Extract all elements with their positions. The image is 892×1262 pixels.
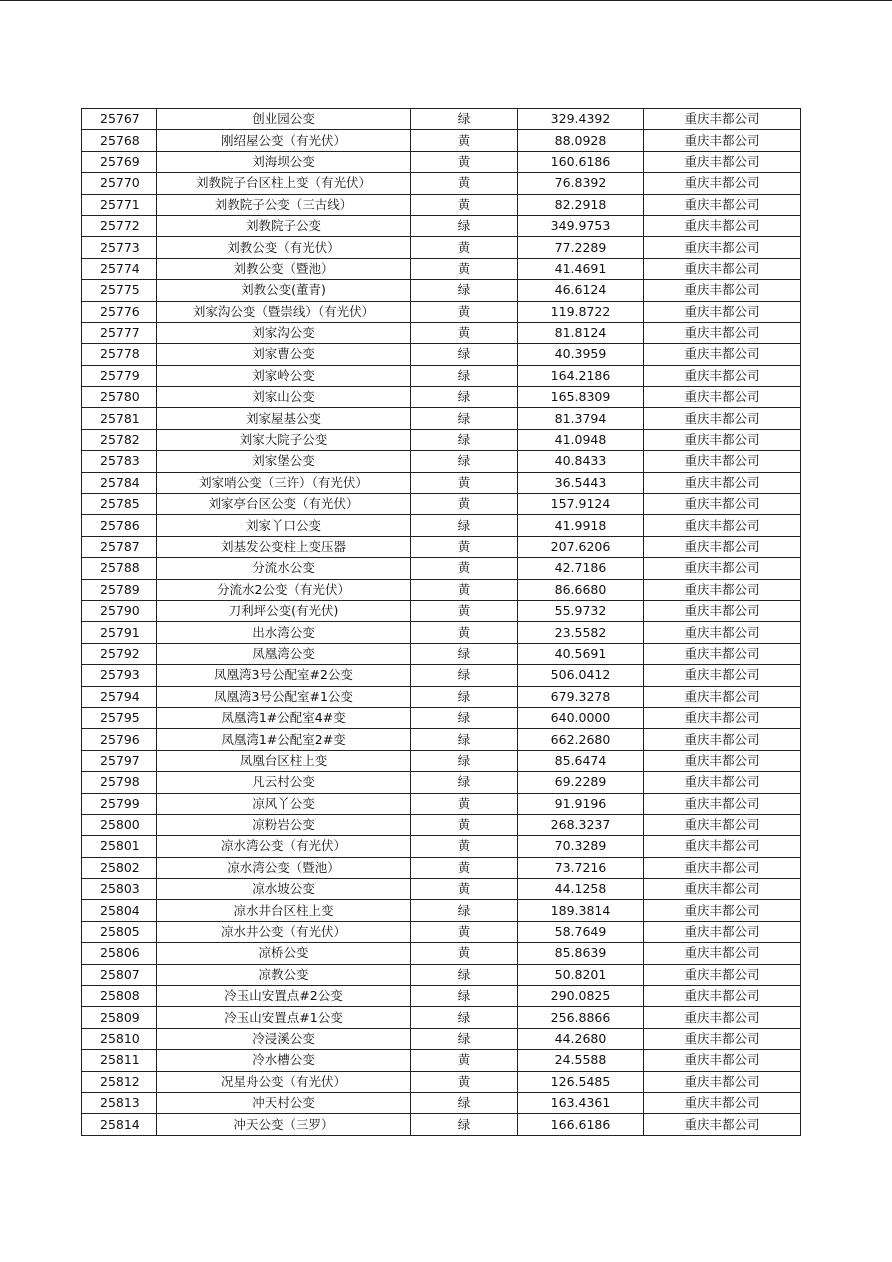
company-cell: 重庆丰都公司: [644, 494, 801, 515]
company-cell: 重庆丰都公司: [644, 322, 801, 343]
table-row: [82, 707, 801, 728]
value-cell: 268.3237: [518, 814, 644, 835]
row-id-cell: 25785: [82, 494, 157, 515]
value-cell: 126.5485: [518, 1071, 644, 1092]
status-color-cell: 绿: [411, 665, 518, 686]
station-name-cell: 刘家沟公变: [157, 322, 411, 343]
table-row: [82, 322, 801, 343]
station-name-cell: 刚绍屋公变（有光伏）: [157, 130, 411, 151]
table-row: [82, 536, 801, 557]
status-color-cell: 黄: [411, 472, 518, 493]
value-cell: 23.5582: [518, 622, 644, 643]
row-id-cell: 25768: [82, 130, 157, 151]
row-id-cell: 25795: [82, 707, 157, 728]
status-color-cell: 绿: [411, 750, 518, 771]
table-row: [82, 793, 801, 814]
status-color-cell: 黄: [411, 151, 518, 172]
value-cell: 40.3959: [518, 344, 644, 365]
table-row: [82, 1092, 801, 1113]
status-color-cell: 黄: [411, 1071, 518, 1092]
table-row: [82, 814, 801, 835]
row-id-cell: 25796: [82, 729, 157, 750]
table-row: [82, 622, 801, 643]
company-cell: 重庆丰都公司: [644, 622, 801, 643]
row-id-cell: 25776: [82, 301, 157, 322]
status-color-cell: 绿: [411, 344, 518, 365]
table-row: [82, 579, 801, 600]
row-id-cell: 25772: [82, 215, 157, 236]
status-color-cell: 黄: [411, 237, 518, 258]
row-id-cell: 25813: [82, 1092, 157, 1113]
row-id-cell: 25771: [82, 194, 157, 215]
company-cell: 重庆丰都公司: [644, 173, 801, 194]
company-cell: 重庆丰都公司: [644, 793, 801, 814]
row-id-cell: 25807: [82, 964, 157, 985]
row-id-cell: 25794: [82, 686, 157, 707]
row-id-cell: 25800: [82, 814, 157, 835]
status-color-cell: 绿: [411, 451, 518, 472]
table-row: [82, 109, 801, 130]
row-id-cell: 25804: [82, 900, 157, 921]
value-cell: 157.9124: [518, 494, 644, 515]
table-row: [82, 836, 801, 857]
row-id-cell: 25784: [82, 472, 157, 493]
status-color-cell: 绿: [411, 1007, 518, 1028]
row-id-cell: 25793: [82, 665, 157, 686]
table-row: [82, 1007, 801, 1028]
row-id-cell: 25767: [82, 109, 157, 130]
station-name-cell: 刘家大院子公变: [157, 429, 411, 450]
station-name-cell: 刘教院子公变（三古线）: [157, 194, 411, 215]
table-row: [82, 515, 801, 536]
value-cell: 70.3289: [518, 836, 644, 857]
company-cell: 重庆丰都公司: [644, 814, 801, 835]
table-row: [82, 215, 801, 236]
company-cell: 重庆丰都公司: [644, 879, 801, 900]
company-cell: 重庆丰都公司: [644, 1092, 801, 1113]
company-cell: 重庆丰都公司: [644, 836, 801, 857]
station-name-cell: 冷水槽公变: [157, 1050, 411, 1071]
station-name-cell: 刘基发公变柱上变压器: [157, 536, 411, 557]
value-cell: 69.2289: [518, 772, 644, 793]
row-id-cell: 25783: [82, 451, 157, 472]
station-name-cell: 凤凰湾1#公配室4#变: [157, 707, 411, 728]
station-name-cell: 刘家堡公变: [157, 451, 411, 472]
value-cell: 679.3278: [518, 686, 644, 707]
value-cell: 77.2289: [518, 237, 644, 258]
value-cell: 506.0412: [518, 665, 644, 686]
value-cell: 42.7186: [518, 558, 644, 579]
station-name-cell: 刘家岭公变: [157, 365, 411, 386]
company-cell: 重庆丰都公司: [644, 429, 801, 450]
value-cell: 165.8309: [518, 387, 644, 408]
value-cell: 44.1258: [518, 879, 644, 900]
company-cell: 重庆丰都公司: [644, 472, 801, 493]
row-id-cell: 25812: [82, 1071, 157, 1092]
row-id-cell: 25779: [82, 365, 157, 386]
company-cell: 重庆丰都公司: [644, 215, 801, 236]
row-id-cell: 25789: [82, 579, 157, 600]
company-cell: 重庆丰都公司: [644, 301, 801, 322]
data-table: [81, 108, 801, 1136]
row-id-cell: 25814: [82, 1114, 157, 1135]
status-color-cell: 黄: [411, 1050, 518, 1071]
value-cell: 329.4392: [518, 109, 644, 130]
company-cell: 重庆丰都公司: [644, 579, 801, 600]
table-row: [82, 643, 801, 664]
station-name-cell: 凉水湾公变（有光伏）: [157, 836, 411, 857]
station-name-cell: 分流水2公变（有光伏）: [157, 579, 411, 600]
table-row: [82, 408, 801, 429]
value-cell: 256.8866: [518, 1007, 644, 1028]
status-color-cell: 黄: [411, 879, 518, 900]
value-cell: 207.6206: [518, 536, 644, 557]
value-cell: 40.8433: [518, 451, 644, 472]
page-top-rule: [0, 0, 892, 1]
status-color-cell: 绿: [411, 643, 518, 664]
value-cell: 189.3814: [518, 900, 644, 921]
company-cell: 重庆丰都公司: [644, 344, 801, 365]
status-color-cell: 黄: [411, 173, 518, 194]
row-id-cell: 25798: [82, 772, 157, 793]
value-cell: 662.2680: [518, 729, 644, 750]
table-row: [82, 750, 801, 771]
table-row: [82, 1114, 801, 1135]
value-cell: 163.4361: [518, 1092, 644, 1113]
status-color-cell: 绿: [411, 986, 518, 1007]
status-color-cell: 绿: [411, 408, 518, 429]
table-row: [82, 600, 801, 621]
table-row: [82, 173, 801, 194]
status-color-cell: 绿: [411, 900, 518, 921]
company-cell: 重庆丰都公司: [644, 130, 801, 151]
table-row: [82, 258, 801, 279]
company-cell: 重庆丰都公司: [644, 109, 801, 130]
company-cell: 重庆丰都公司: [644, 258, 801, 279]
company-cell: 重庆丰都公司: [644, 365, 801, 386]
station-name-cell: 冲天公变（三罗）: [157, 1114, 411, 1135]
status-color-cell: 绿: [411, 109, 518, 130]
value-cell: 36.5443: [518, 472, 644, 493]
company-cell: 重庆丰都公司: [644, 707, 801, 728]
value-cell: 50.8201: [518, 964, 644, 985]
value-cell: 81.3794: [518, 408, 644, 429]
company-cell: 重庆丰都公司: [644, 686, 801, 707]
value-cell: 55.9732: [518, 600, 644, 621]
row-id-cell: 25777: [82, 322, 157, 343]
value-cell: 81.8124: [518, 322, 644, 343]
row-id-cell: 25811: [82, 1050, 157, 1071]
status-color-cell: 绿: [411, 1028, 518, 1049]
table-body: [82, 109, 801, 1136]
status-color-cell: 黄: [411, 494, 518, 515]
row-id-cell: 25805: [82, 921, 157, 942]
station-name-cell: 凉桥公变: [157, 943, 411, 964]
company-cell: 重庆丰都公司: [644, 280, 801, 301]
status-color-cell: 黄: [411, 622, 518, 643]
company-cell: 重庆丰都公司: [644, 900, 801, 921]
company-cell: 重庆丰都公司: [644, 194, 801, 215]
status-color-cell: 黄: [411, 600, 518, 621]
status-color-cell: 黄: [411, 194, 518, 215]
value-cell: 44.2680: [518, 1028, 644, 1049]
table-row: [82, 280, 801, 301]
value-cell: 164.2186: [518, 365, 644, 386]
status-color-cell: 黄: [411, 558, 518, 579]
station-name-cell: 刘家沟公变（暨崇线）（有光伏）: [157, 301, 411, 322]
value-cell: 85.6474: [518, 750, 644, 771]
row-id-cell: 25791: [82, 622, 157, 643]
station-name-cell: 凤凰湾1#公配室2#变: [157, 729, 411, 750]
value-cell: 86.6680: [518, 579, 644, 600]
company-cell: 重庆丰都公司: [644, 408, 801, 429]
company-cell: 重庆丰都公司: [644, 750, 801, 771]
value-cell: 41.9918: [518, 515, 644, 536]
station-name-cell: 刘家曹公变: [157, 344, 411, 365]
table-row: [82, 1071, 801, 1092]
status-color-cell: 黄: [411, 130, 518, 151]
row-id-cell: 25786: [82, 515, 157, 536]
station-name-cell: 出水湾公变: [157, 622, 411, 643]
value-cell: 82.2918: [518, 194, 644, 215]
table-row: [82, 1028, 801, 1049]
company-cell: 重庆丰都公司: [644, 237, 801, 258]
company-cell: 重庆丰都公司: [644, 729, 801, 750]
table-row: [82, 686, 801, 707]
table-row: [82, 943, 801, 964]
table-row: [82, 1050, 801, 1071]
company-cell: 重庆丰都公司: [644, 986, 801, 1007]
value-cell: 640.0000: [518, 707, 644, 728]
company-cell: 重庆丰都公司: [644, 151, 801, 172]
station-name-cell: 凤凰湾3号公配室#1公变: [157, 686, 411, 707]
table-row: [82, 729, 801, 750]
station-name-cell: 分流水公变: [157, 558, 411, 579]
value-cell: 76.8392: [518, 173, 644, 194]
table-row: [82, 344, 801, 365]
row-id-cell: 25803: [82, 879, 157, 900]
value-cell: 160.6186: [518, 151, 644, 172]
status-color-cell: 绿: [411, 707, 518, 728]
station-name-cell: 刘教公变（暨池）: [157, 258, 411, 279]
company-cell: 重庆丰都公司: [644, 964, 801, 985]
row-id-cell: 25773: [82, 237, 157, 258]
company-cell: 重庆丰都公司: [644, 515, 801, 536]
status-color-cell: 黄: [411, 579, 518, 600]
status-color-cell: 绿: [411, 387, 518, 408]
table-row: [82, 665, 801, 686]
station-name-cell: 刘家山公变: [157, 387, 411, 408]
table-row: [82, 986, 801, 1007]
station-name-cell: 况星舟公变（有光伏）: [157, 1071, 411, 1092]
table-row: [82, 879, 801, 900]
row-id-cell: 25774: [82, 258, 157, 279]
company-cell: 重庆丰都公司: [644, 857, 801, 878]
station-name-cell: 凉水坡公变: [157, 879, 411, 900]
status-color-cell: 黄: [411, 836, 518, 857]
value-cell: 290.0825: [518, 986, 644, 1007]
company-cell: 重庆丰都公司: [644, 600, 801, 621]
value-cell: 85.8639: [518, 943, 644, 964]
status-color-cell: 黄: [411, 322, 518, 343]
row-id-cell: 25775: [82, 280, 157, 301]
company-cell: 重庆丰都公司: [644, 536, 801, 557]
table-row: [82, 451, 801, 472]
table-row: [82, 130, 801, 151]
status-color-cell: 黄: [411, 921, 518, 942]
table-row: [82, 772, 801, 793]
status-color-cell: 黄: [411, 301, 518, 322]
station-name-cell: 凉水井台区柱上变: [157, 900, 411, 921]
table-row: [82, 900, 801, 921]
row-id-cell: 25790: [82, 600, 157, 621]
value-cell: 41.4691: [518, 258, 644, 279]
row-id-cell: 25769: [82, 151, 157, 172]
company-cell: 重庆丰都公司: [644, 451, 801, 472]
station-name-cell: 创业园公变: [157, 109, 411, 130]
table-row: [82, 558, 801, 579]
table-row: [82, 429, 801, 450]
company-cell: 重庆丰都公司: [644, 558, 801, 579]
value-cell: 58.7649: [518, 921, 644, 942]
company-cell: 重庆丰都公司: [644, 1007, 801, 1028]
station-name-cell: 刘家哨公变（三许）（有光伏）: [157, 472, 411, 493]
value-cell: 166.6186: [518, 1114, 644, 1135]
table-row: [82, 921, 801, 942]
company-cell: 重庆丰都公司: [644, 943, 801, 964]
row-id-cell: 25801: [82, 836, 157, 857]
station-name-cell: 冷浸溪公变: [157, 1028, 411, 1049]
table-row: [82, 472, 801, 493]
row-id-cell: 25782: [82, 429, 157, 450]
status-color-cell: 绿: [411, 429, 518, 450]
company-cell: 重庆丰都公司: [644, 387, 801, 408]
status-color-cell: 绿: [411, 729, 518, 750]
station-name-cell: 凤凰湾公变: [157, 643, 411, 664]
table-row: [82, 964, 801, 985]
station-name-cell: 凤凰湾3号公配室#2公变: [157, 665, 411, 686]
station-name-cell: 冷玉山安置点#1公变: [157, 1007, 411, 1028]
status-color-cell: 绿: [411, 1114, 518, 1135]
station-name-cell: 冲天村公变: [157, 1092, 411, 1113]
company-cell: 重庆丰都公司: [644, 1050, 801, 1071]
station-name-cell: 刘教公变(董青): [157, 280, 411, 301]
station-name-cell: 刘教公变（有光伏）: [157, 237, 411, 258]
station-name-cell: 凉风丫公变: [157, 793, 411, 814]
row-id-cell: 25787: [82, 536, 157, 557]
value-cell: 40.5691: [518, 643, 644, 664]
row-id-cell: 25802: [82, 857, 157, 878]
company-cell: 重庆丰都公司: [644, 1114, 801, 1135]
status-color-cell: 绿: [411, 1092, 518, 1113]
value-cell: 24.5588: [518, 1050, 644, 1071]
company-cell: 重庆丰都公司: [644, 1071, 801, 1092]
row-id-cell: 25780: [82, 387, 157, 408]
station-name-cell: 凡云村公变: [157, 772, 411, 793]
station-name-cell: 刘家屋基公变: [157, 408, 411, 429]
table-row: [82, 857, 801, 878]
station-name-cell: 凉水湾公变（暨池）: [157, 857, 411, 878]
station-name-cell: 刘教院子公变: [157, 215, 411, 236]
status-color-cell: 绿: [411, 215, 518, 236]
row-id-cell: 25808: [82, 986, 157, 1007]
row-id-cell: 25770: [82, 173, 157, 194]
row-id-cell: 25806: [82, 943, 157, 964]
row-id-cell: 25778: [82, 344, 157, 365]
status-color-cell: 黄: [411, 536, 518, 557]
status-color-cell: 绿: [411, 365, 518, 386]
row-id-cell: 25809: [82, 1007, 157, 1028]
station-name-cell: 凉水井公变（有光伏）: [157, 921, 411, 942]
row-id-cell: 25797: [82, 750, 157, 771]
value-cell: 41.0948: [518, 429, 644, 450]
status-color-cell: 黄: [411, 258, 518, 279]
status-color-cell: 绿: [411, 964, 518, 985]
status-color-cell: 绿: [411, 280, 518, 301]
station-name-cell: 凉教公变: [157, 964, 411, 985]
value-cell: 46.6124: [518, 280, 644, 301]
company-cell: 重庆丰都公司: [644, 1028, 801, 1049]
table-row: [82, 494, 801, 515]
status-color-cell: 绿: [411, 515, 518, 536]
value-cell: 73.7216: [518, 857, 644, 878]
status-color-cell: 黄: [411, 793, 518, 814]
row-id-cell: 25788: [82, 558, 157, 579]
status-color-cell: 绿: [411, 772, 518, 793]
station-name-cell: 刘家亭台区公变（有光伏）: [157, 494, 411, 515]
row-id-cell: 25781: [82, 408, 157, 429]
status-color-cell: 黄: [411, 943, 518, 964]
company-cell: 重庆丰都公司: [644, 643, 801, 664]
station-name-cell: 冷玉山安置点#2公变: [157, 986, 411, 1007]
table-row: [82, 387, 801, 408]
station-name-cell: 凤凰台区柱上变: [157, 750, 411, 771]
value-cell: 119.8722: [518, 301, 644, 322]
table-row: [82, 301, 801, 322]
station-name-cell: 刀利坪公变(有光伏): [157, 600, 411, 621]
value-cell: 349.9753: [518, 215, 644, 236]
station-name-cell: 刘家丫口公变: [157, 515, 411, 536]
station-name-cell: 刘海坝公变: [157, 151, 411, 172]
table-row: [82, 151, 801, 172]
row-id-cell: 25810: [82, 1028, 157, 1049]
row-id-cell: 25792: [82, 643, 157, 664]
table-row: [82, 237, 801, 258]
station-name-cell: 刘教院子台区柱上变（有光伏）: [157, 173, 411, 194]
value-cell: 88.0928: [518, 130, 644, 151]
company-cell: 重庆丰都公司: [644, 921, 801, 942]
table-row: [82, 194, 801, 215]
station-name-cell: 凉粉岩公变: [157, 814, 411, 835]
table-row: [82, 365, 801, 386]
value-cell: 91.9196: [518, 793, 644, 814]
company-cell: 重庆丰都公司: [644, 772, 801, 793]
status-color-cell: 绿: [411, 686, 518, 707]
status-color-cell: 黄: [411, 814, 518, 835]
row-id-cell: 25799: [82, 793, 157, 814]
company-cell: 重庆丰都公司: [644, 665, 801, 686]
status-color-cell: 黄: [411, 857, 518, 878]
